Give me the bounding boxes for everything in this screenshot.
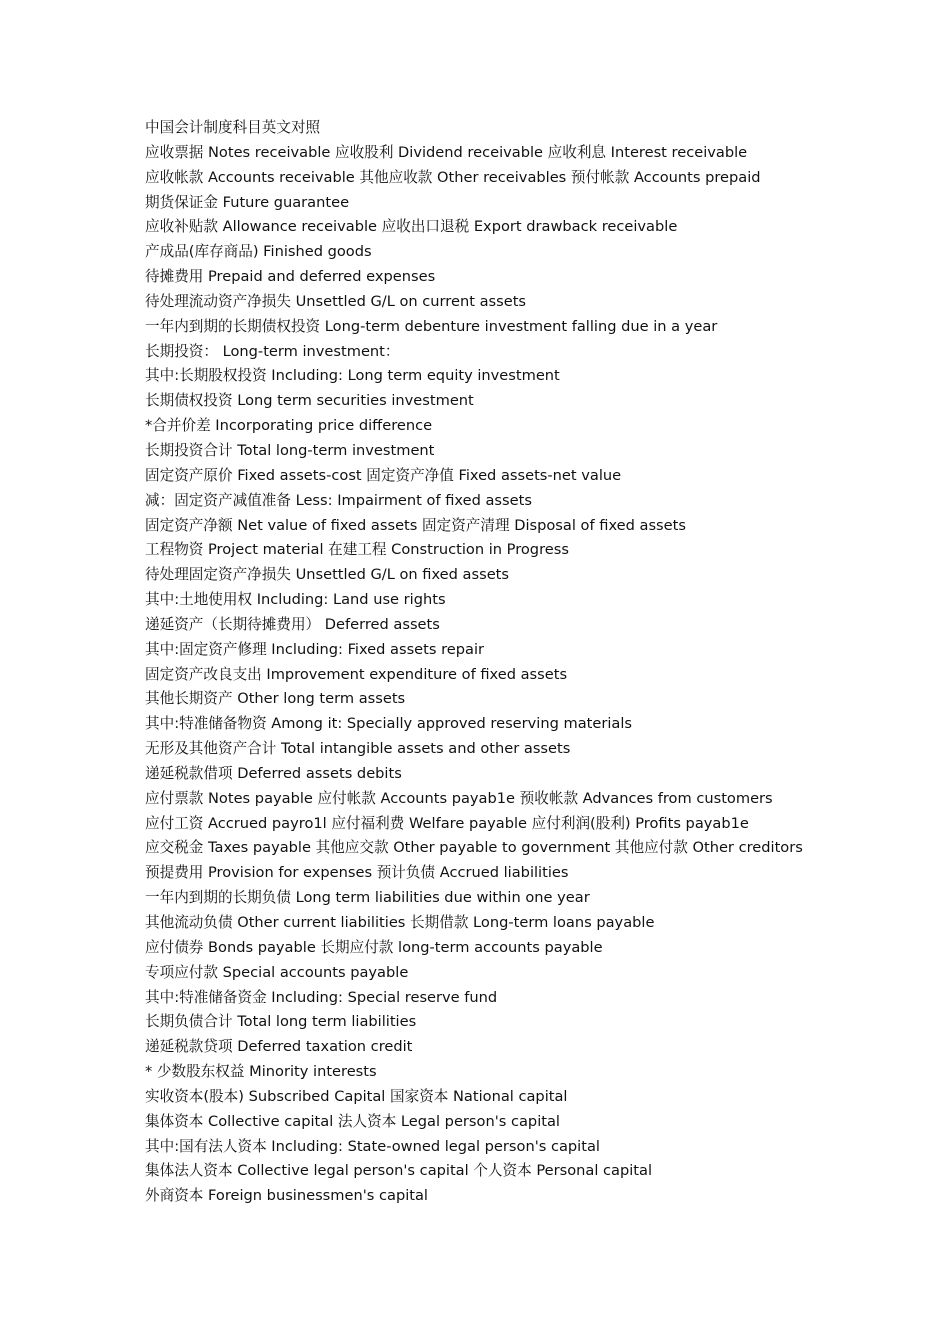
text-line: 应收补贴款 Allowance receivable 应收出口退税 Export drawback receivable	[145, 218, 678, 236]
text-line: * 少数股东权益 Minority interests	[145, 1063, 377, 1081]
text-line: 减：固定资产减值准备 Less: Impairment of fixed assets	[145, 491, 532, 509]
text-line: 工程物资 Project material 在建工程 Construction in Progress	[145, 541, 569, 559]
text-line: 其他流动负债 Other current liabilities 长期借款 Long-term loans payable	[145, 914, 655, 931]
text-line: 一年内到期的长期债权投资 Long-term debenture investment falling due in a year	[145, 317, 718, 335]
text-line: 应付票款 Notes payable 应付帐款 Accounts payab1e 预收帐款 Advances from customers	[145, 789, 773, 807]
text-line: 其中:国有法人资本 Including: State-owned legal person's capital	[145, 1137, 600, 1155]
text-line: 其中:土地使用权 Including: Land use rights	[145, 591, 446, 609]
text-line: 预提费用 Provision for expenses 预计负债 Accrued liabilities	[145, 864, 569, 882]
text-line: 无形及其他资产合计 Total intangible assets and other assets	[145, 740, 571, 758]
text-line: 固定资产改良支出 Improvement expenditure of fixed assets	[145, 665, 568, 683]
text-line: 其中:特准储备物资 Among it: Specially approved reserving materials	[145, 715, 633, 733]
text-line: 待处理固定资产净损失 Unsettled G/L on fixed assets	[145, 566, 509, 584]
text-line: 固定资产净额 Net value of fixed assets 固定资产清理 Disposal of fixed assets	[145, 516, 686, 534]
text-line: 其中:固定资产修理 Including: Fixed assets repair	[145, 640, 485, 658]
text-line: 长期债权投资 Long term securities investment	[145, 392, 474, 410]
text-line: 其中:特准储备资金 Including: Special reserve fund	[145, 988, 498, 1006]
text-line: 产成品(库存商品) Finished goods	[145, 243, 372, 261]
text-line: 其中:长期股权投资 Including: Long term equity investment	[145, 367, 560, 385]
text-line: 应付工资 Accrued payro1l 应付福利费 Welfare payable 应付利润(股利) Profits payab1e	[145, 814, 749, 832]
text-line: 固定资产原价 Fixed assets-cost 固定资产净值 Fixed assets-net value	[145, 466, 622, 484]
text-line: 应收帐款 Accounts receivable 其他应收款 Other receivables 预付帐款 Accounts prepaid	[145, 168, 761, 186]
text-line: 长期投资： Long-term investment：	[145, 342, 400, 360]
document-page	[145, 116, 935, 1209]
text-line: 长期负债合计 Total long term liabilities	[145, 1013, 417, 1031]
text-line: 一年内到期的长期负债 Long term liabilities due within one year	[145, 889, 590, 907]
text-line: 其他长期资产 Other long term assets	[145, 690, 406, 708]
text-line: 长期投资合计 Total long-term investment	[145, 441, 435, 459]
text-line: 专项应付款 Special accounts payable	[145, 963, 409, 981]
text-line: 应收票据 Notes receivable 应收股利 Dividend receivable 应收利息 Interest receivable	[145, 143, 748, 161]
text-line: 集体法人资本 Collective legal person's capital 个人资本 Personal capital	[145, 1162, 653, 1180]
text-line: 应交税金 Taxes payable 其他应交款 Other payable to government 其他应付款 Other creditors	[145, 839, 803, 857]
text-line: 应付债券 Bonds payable 长期应付款 long-term accounts payable	[145, 938, 603, 956]
document-title: 中国会计制度科目英文对照	[145, 119, 321, 136]
text-line: *合并价差 Incorporating price difference	[145, 417, 433, 435]
text-line: 递延资产（长期待摊费用） Deferred assets	[145, 615, 440, 633]
text-line: 待摊费用 Prepaid and deferred expenses	[145, 268, 436, 286]
text-line: 待处理流动资产净损失 Unsettled G/L on current assets	[145, 292, 527, 310]
text-line: 集体资本 Collective capital 法人资本 Legal person's capital	[145, 1112, 560, 1130]
text-line: 外商资本 Foreign businessmen's capital	[145, 1187, 428, 1205]
text-line: 递延税款贷项 Deferred taxation credit	[145, 1038, 413, 1056]
text-line: 实收资本(股本) Subscribed Capital 国家资本 National capital	[145, 1087, 568, 1105]
text-line: 递延税款借项 Deferred assets debits	[145, 764, 402, 782]
text-line: 期货保证金 Future guarantee	[145, 193, 350, 211]
